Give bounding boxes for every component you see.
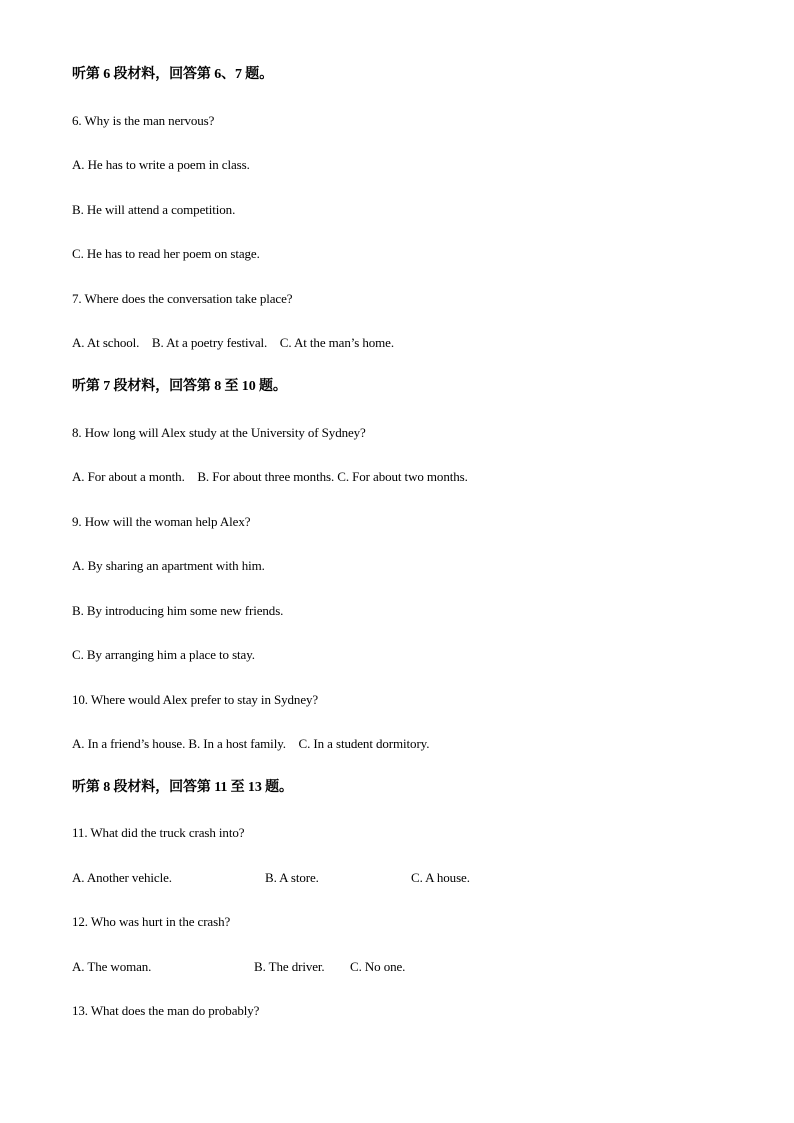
question-11-option-b: B. A store. (265, 870, 319, 885)
question-12-option-a: A. The woman. (72, 959, 152, 974)
question-12: 12. Who was hurt in the crash? (72, 914, 231, 929)
question-11: 11. What did the truck crash into? (72, 825, 245, 840)
question-6-option-c: C. He has to read her poem on stage. (72, 246, 260, 261)
question-10: 10. Where would Alex prefer to stay in Sydney? (72, 692, 319, 707)
question-8-options: A. For about a month. B. For about three months. C. For about two months. (72, 469, 468, 484)
question-6-option-a: A. He has to write a poem in class. (72, 157, 250, 172)
question-7: 7. Where does the conversation take place? (72, 291, 293, 306)
question-9: 9. How will the woman help Alex? (72, 514, 251, 529)
question-11-option-a: A. Another vehicle. (72, 870, 172, 885)
question-12-option-b: B. The driver. (254, 959, 325, 974)
section-heading-8: 听第 8 段材料，回答第 11 至 13 题。 (72, 780, 293, 795)
question-6: 6. Why is the man nervous? (72, 113, 215, 128)
question-9-option-a: A. By sharing an apartment with him. (72, 558, 265, 573)
question-10-options: A. In a friend’s house. B. In a host family. C. In a student dormitory. (72, 736, 430, 751)
question-11-option-c: C. A house. (411, 870, 470, 885)
question-12-option-c: C. No one. (350, 959, 406, 974)
section-heading-6: 听第 6 段材料，回答第 6、7 题。 (72, 67, 274, 82)
question-8: 8. How long will Alex study at the University of Sydney? (72, 425, 366, 440)
question-13: 13. What does the man do probably? (72, 1003, 260, 1018)
question-6-option-b: B. He will attend a competition. (72, 202, 236, 217)
question-9-option-c: C. By arranging him a place to stay. (72, 647, 255, 662)
question-7-options: A. At school. B. At a poetry festival. C. At the man’s home. (72, 335, 394, 350)
question-9-option-b: B. By introducing him some new friends. (72, 603, 284, 618)
section-heading-7: 听第 7 段材料，回答第 8 至 10 题。 (72, 379, 287, 394)
